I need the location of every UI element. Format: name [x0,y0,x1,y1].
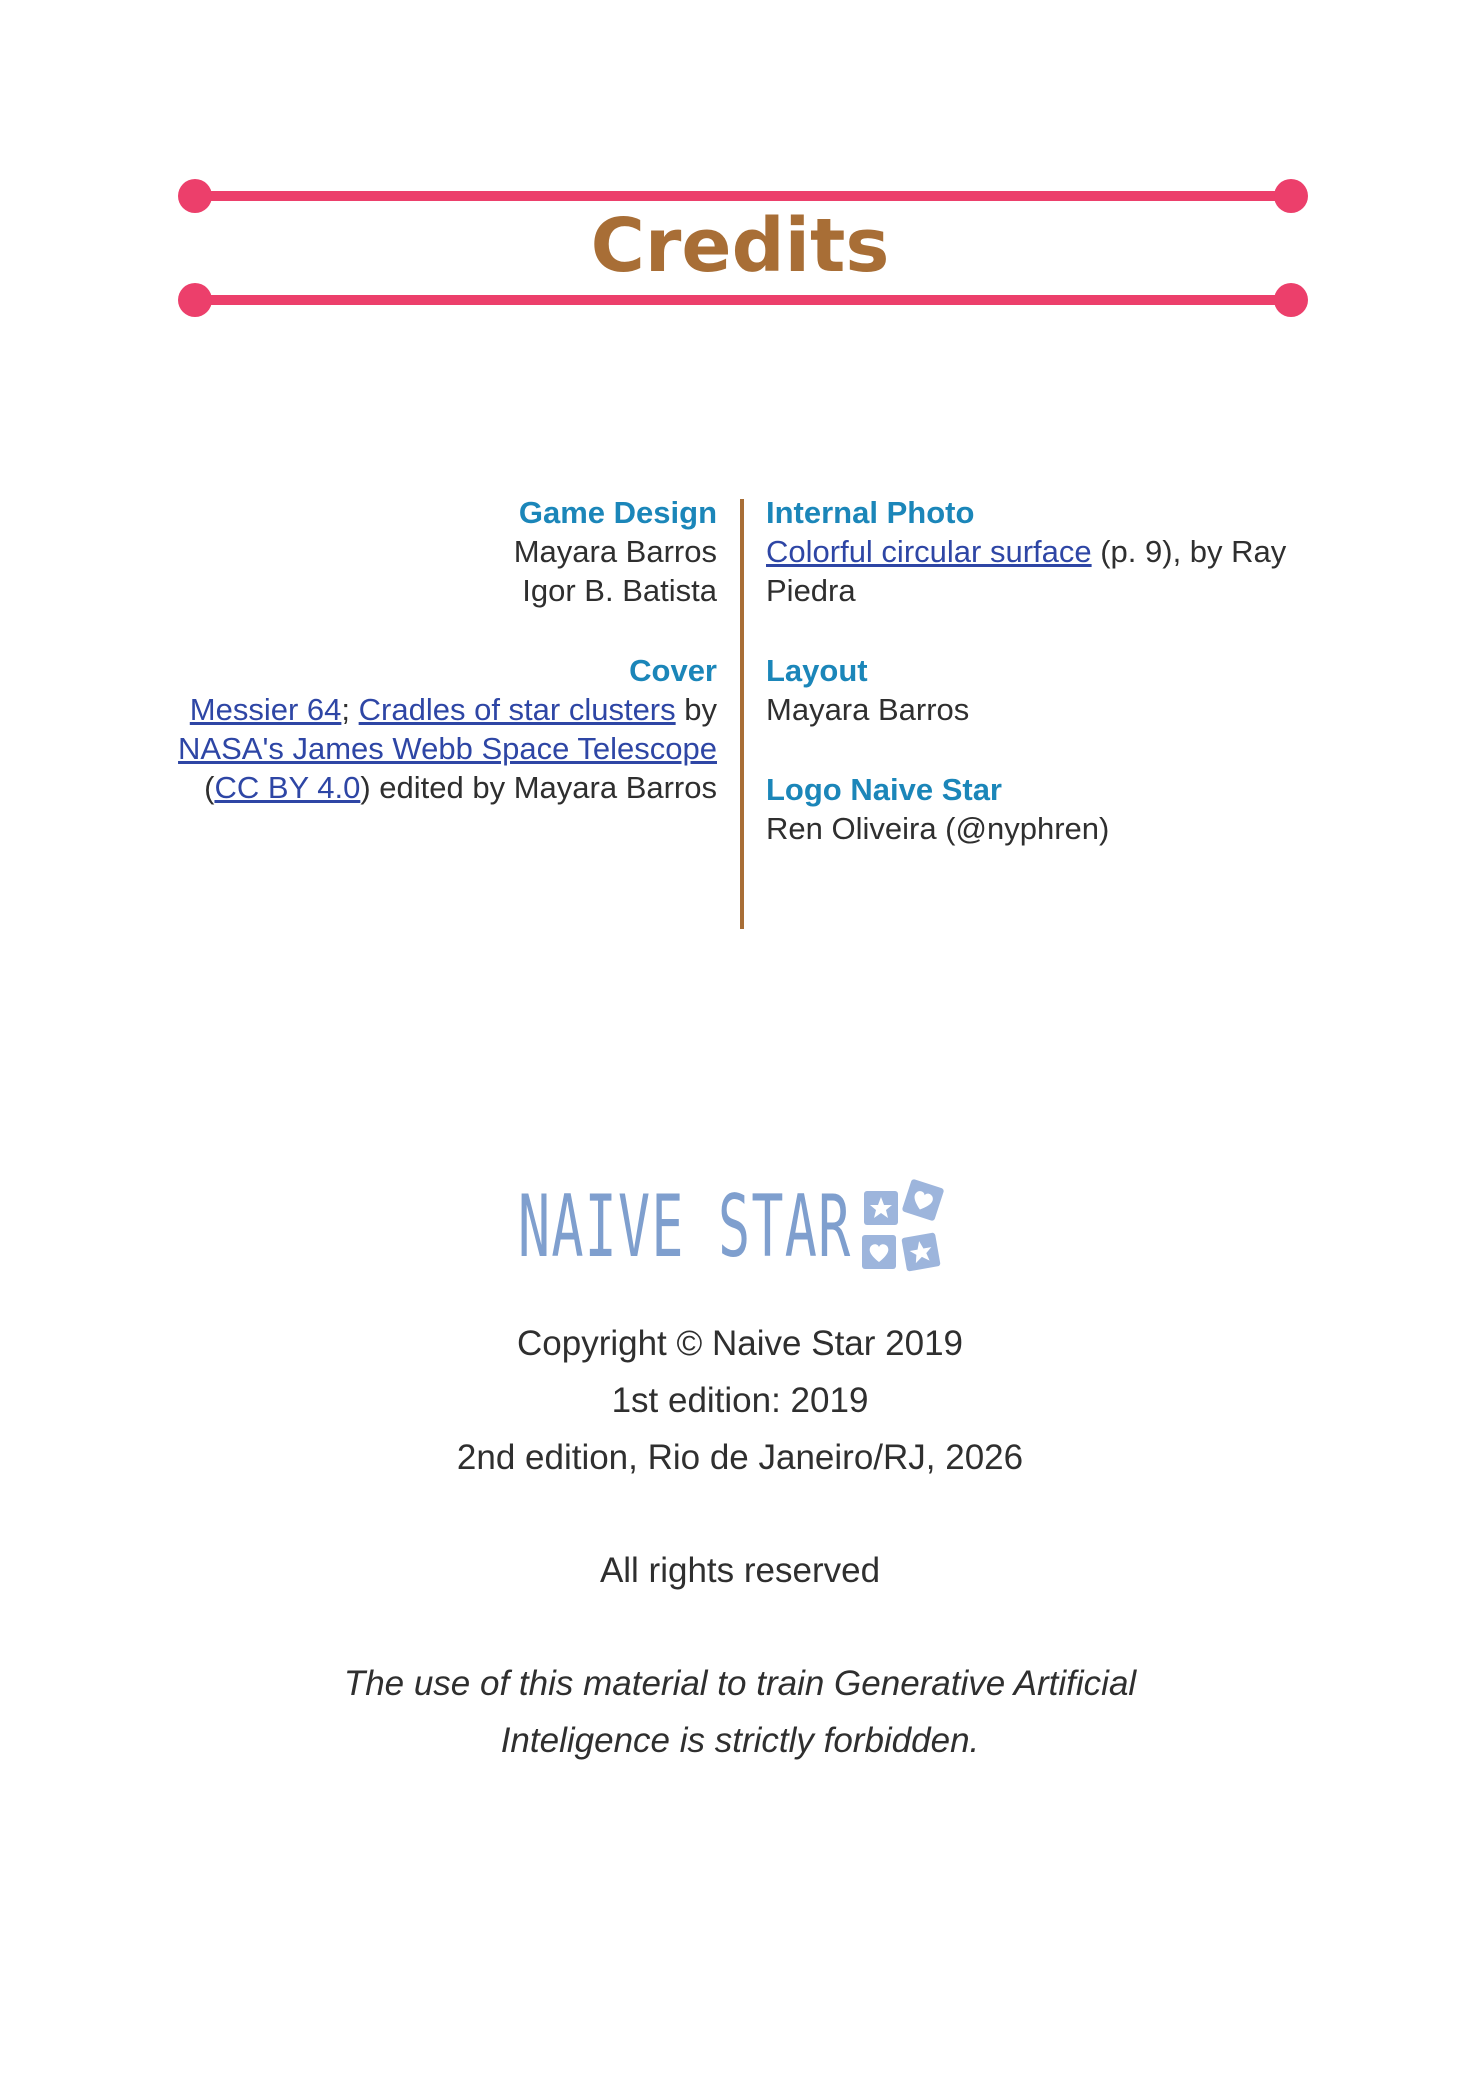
credit-name: Mayara Barros [513,534,717,569]
star-icon [864,1191,898,1225]
credits-left-column [77,493,717,848]
credit-section-cover [77,651,717,807]
credit-section-internal-photo [766,493,1366,610]
credit-name: Igor B. Batista [522,573,717,608]
page-title: Credits [590,203,890,289]
cradles-of-star-clusters-link[interactable]: Cradles of star clusters [358,692,676,727]
by-text: by [675,692,717,727]
messier-64-link[interactable]: Messier 64 [189,692,342,727]
section-heading: Layout [766,653,868,688]
credit-name: Mayara Barros [766,692,970,727]
section-heading: Cover [629,653,717,688]
title-rule-bottom [178,283,1308,317]
photo-credit-text: (p. 9), by Ray [1091,534,1287,569]
cover-line-2 [77,729,717,768]
logo-tiles [862,1179,952,1275]
rule-line [195,295,1291,305]
photo-line-1 [766,532,1366,571]
credits-right-column [766,493,1366,889]
heart-icon [902,1179,945,1222]
edited-by-text: ) edited by Mayara Barros [360,770,717,805]
copyright-block [0,1315,1480,1769]
second-edition-line: 2nd edition, Rio de Janeiro/RJ, 2026 [456,1438,1024,1477]
rule-dot-right [1274,283,1308,317]
credit-section-layout [766,651,1366,729]
credit-name: Ren Oliveira (@nyphren) [766,811,1110,846]
star-icon [901,1232,940,1271]
rule-dot-left [178,283,212,317]
separator-text: ; [341,692,351,727]
cover-line-3 [77,768,717,807]
section-heading: Game Design [518,495,717,530]
section-heading: Internal Photo [766,495,975,530]
cover-line-1 [77,690,717,729]
section-heading: Logo Naive Star [766,772,1002,807]
credit-section-logo [766,770,1366,848]
colorful-circular-surface-link[interactable]: Colorful circular surface [766,534,1092,569]
spacer [0,1486,1480,1542]
ai-notice-line-1: The use of this material to train Generative Artificial [343,1664,1137,1703]
ai-notice-line-2: Inteligence is strictly forbidden. [500,1721,980,1760]
logo-wordmark: NAIVE STAR [518,1177,852,1277]
cc-by-license-link[interactable]: CC BY 4.0 [214,770,361,805]
naive-star-logo [518,1172,952,1282]
first-edition-line: 1st edition: 2019 [611,1381,869,1420]
heart-icon [862,1235,896,1269]
credit-section-game-design [77,493,717,610]
copyright-line: Copyright © Naive Star 2019 [516,1324,963,1363]
photo-line-2: Piedra [766,573,856,608]
nasa-jwst-link[interactable]: NASA's James Webb Space Telescope [178,731,717,766]
rights-line: All rights reserved [599,1551,881,1590]
spacer [0,1599,1480,1655]
column-divider [740,499,744,929]
paren-text: ( [204,770,215,805]
